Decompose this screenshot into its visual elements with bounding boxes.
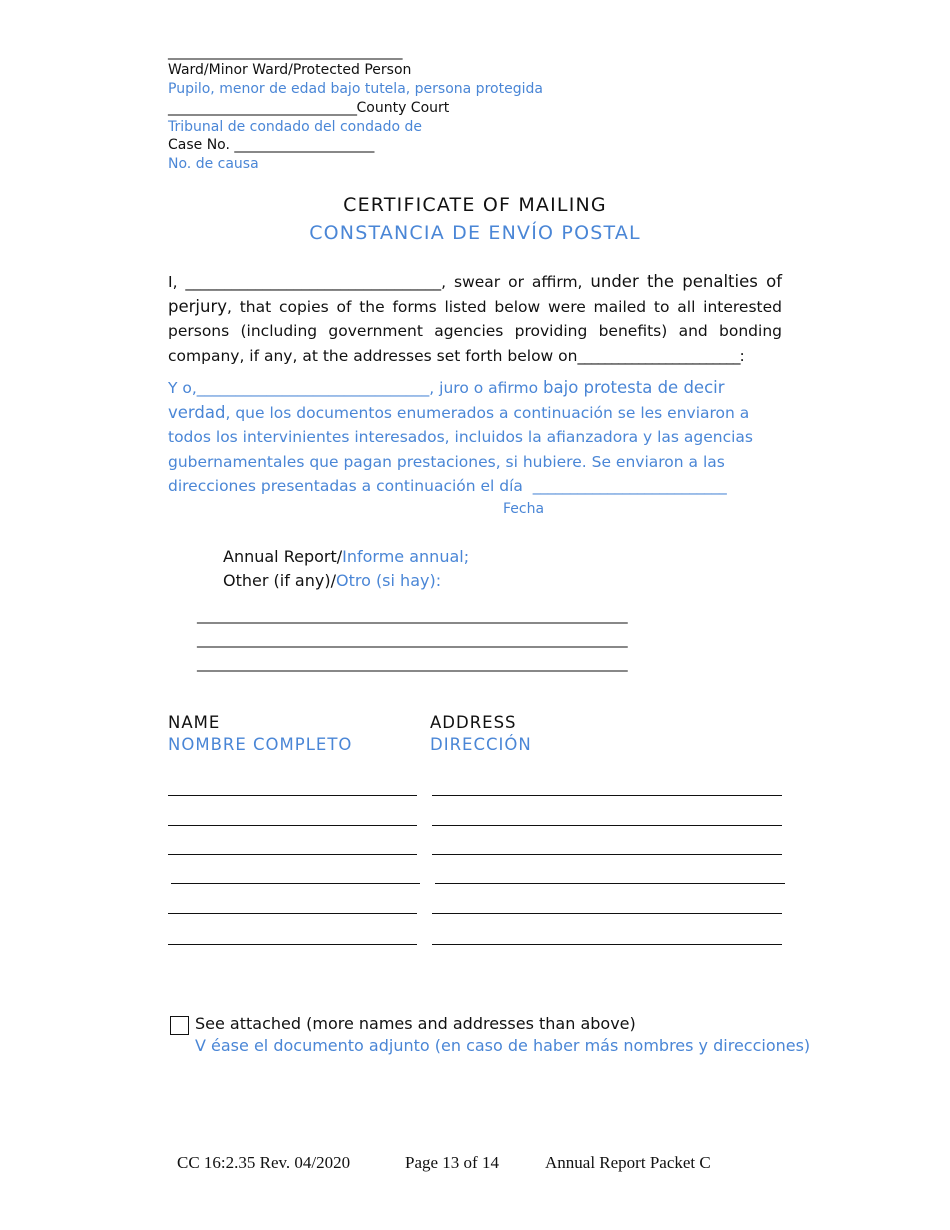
name-line[interactable]	[168, 944, 417, 945]
oath-lead-en: I, _________________________________, swear or affirm,	[168, 273, 583, 291]
form-item-other	[223, 571, 441, 590]
address-line[interactable]	[432, 944, 782, 945]
county-label-es: Tribunal de condado del condado de	[168, 119, 422, 135]
address-column-header-es: DIRECCIÓN	[430, 735, 532, 754]
other-forms-line-1[interactable]: _________________________________________________________________	[197, 608, 628, 624]
see-attached-checkbox[interactable]	[170, 1016, 189, 1035]
address-line[interactable]	[432, 795, 782, 796]
annual-report-label: Annual Report/	[223, 547, 343, 566]
ward-label: Ward/Minor Ward/Protected Person	[168, 62, 412, 78]
oath-rest-es: , que los documentos enumerados a continuación se les enviaron a todos los intervinientes interesados, incluidos la afianzadora y las agencias gubernamentales que pagan prestaciones, si hubiere. Se enviaron a las direcciones presentadas a continuación el día	[168, 403, 754, 495]
mailing-date-blank[interactable]: ________________________	[577, 346, 740, 365]
packet-name: Annual Report Packet C	[545, 1153, 711, 1172]
address-line[interactable]	[435, 883, 785, 884]
other-label: Other (if any)/	[223, 571, 336, 590]
date-label-es: Fecha	[503, 501, 545, 517]
case-number-label-es: No. de causa	[168, 156, 259, 172]
oath-rest-en: , that copies of the forms listed below were mailed to all interested persons (including government agencies providing benefits) and bonding company, if any, at the addresses set forth below on	[168, 297, 782, 365]
oath-end-en: :	[739, 346, 745, 365]
name-line[interactable]	[168, 854, 417, 855]
oath-paragraph-es	[168, 376, 782, 499]
address-column-header: ADDRESS	[430, 713, 517, 732]
oath-paragraph-en	[168, 270, 782, 368]
oath-lead-es: Y o,______________________________, juro o afirmo	[168, 379, 539, 397]
oath-emphasis-es: bajo protesta de decir verdad	[168, 378, 725, 422]
page-title: CERTIFICATE OF MAILING	[343, 194, 607, 216]
name-line[interactable]	[171, 883, 420, 884]
address-line[interactable]	[432, 913, 782, 914]
see-attached-label: See attached (more names and addresses than above)	[195, 1014, 636, 1033]
other-forms-line-3[interactable]: _________________________________________________________________	[197, 656, 628, 672]
name-column-header-es: NOMBRE COMPLETO	[168, 735, 353, 754]
name-line[interactable]	[168, 913, 417, 914]
name-line[interactable]	[168, 825, 417, 826]
county-blank[interactable]: _____________________________	[168, 100, 357, 116]
form-number: CC 16:2.35 Rev. 04/2020	[177, 1153, 351, 1172]
name-line[interactable]	[168, 795, 417, 796]
other-label-es: Otro (si hay):	[335, 571, 442, 590]
ward-name-blank[interactable]: ____________________________________	[168, 44, 402, 60]
mailing-date-blank-es: __________________________	[532, 477, 727, 495]
case-number-label: Case No. ____________________	[168, 137, 375, 153]
page-title-es: CONSTANCIA DE ENVÍO POSTAL	[309, 222, 641, 244]
name-column-header: NAME	[168, 713, 221, 732]
oath-emphasis-en: under the penalties of perjury	[168, 272, 782, 316]
see-attached-label-es: V éase el documento adjunto (en caso de haber más nombres y direcciones)	[195, 1036, 811, 1055]
ward-label-es: Pupilo, menor de edad bajo tutela, persona protegida	[168, 81, 543, 97]
county-label: County Court	[356, 100, 450, 116]
county-line	[168, 100, 449, 116]
address-line[interactable]	[432, 854, 782, 855]
address-line[interactable]	[432, 825, 782, 826]
form-item-annual-report	[223, 547, 469, 566]
other-forms-line-2[interactable]: _________________________________________________________________	[197, 632, 628, 648]
annual-report-label-es: Informe annual;	[342, 547, 470, 566]
page-number: Page 13 of 14	[405, 1153, 499, 1172]
